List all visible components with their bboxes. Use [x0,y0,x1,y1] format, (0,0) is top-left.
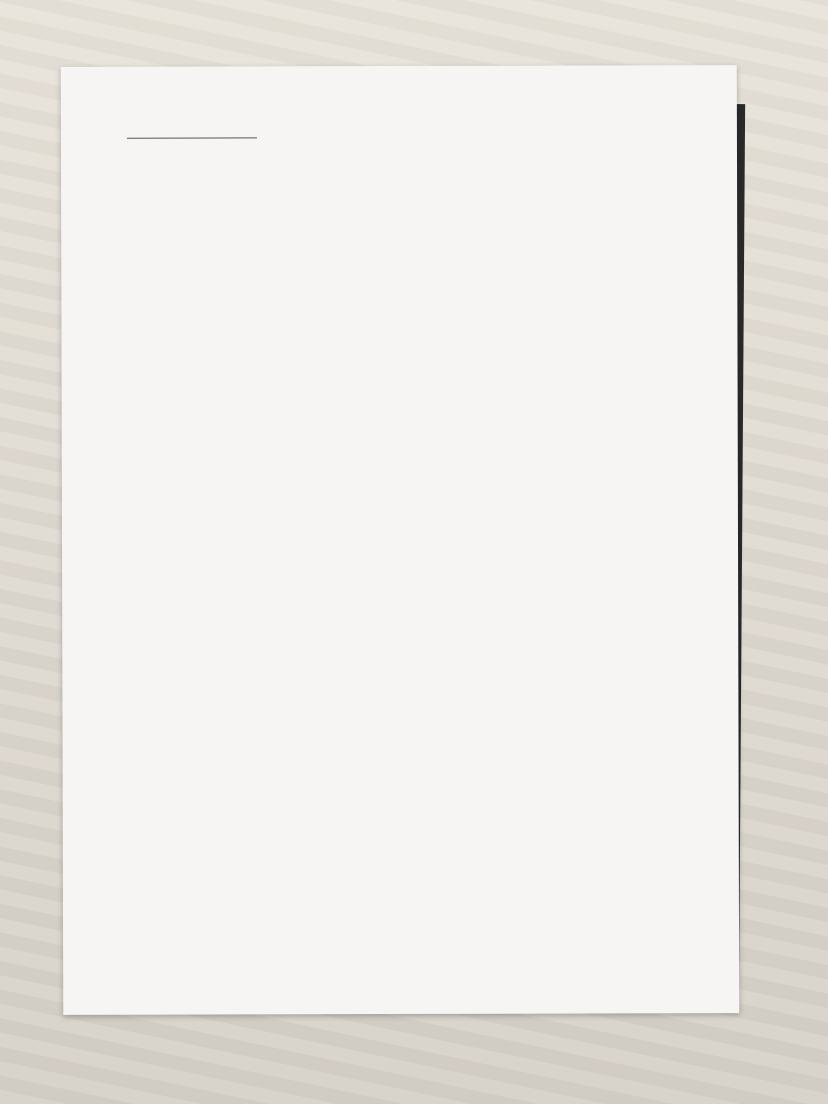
clause-7-6 [99,128,719,144]
top-items [99,121,719,123]
seller-name-field [127,137,257,138]
contract-content [99,121,719,151]
clause-3-4 [99,121,719,123]
clause-number [99,130,127,144]
clause-text [127,128,719,144]
contract-page [61,65,739,1015]
clause-text [127,121,719,123]
